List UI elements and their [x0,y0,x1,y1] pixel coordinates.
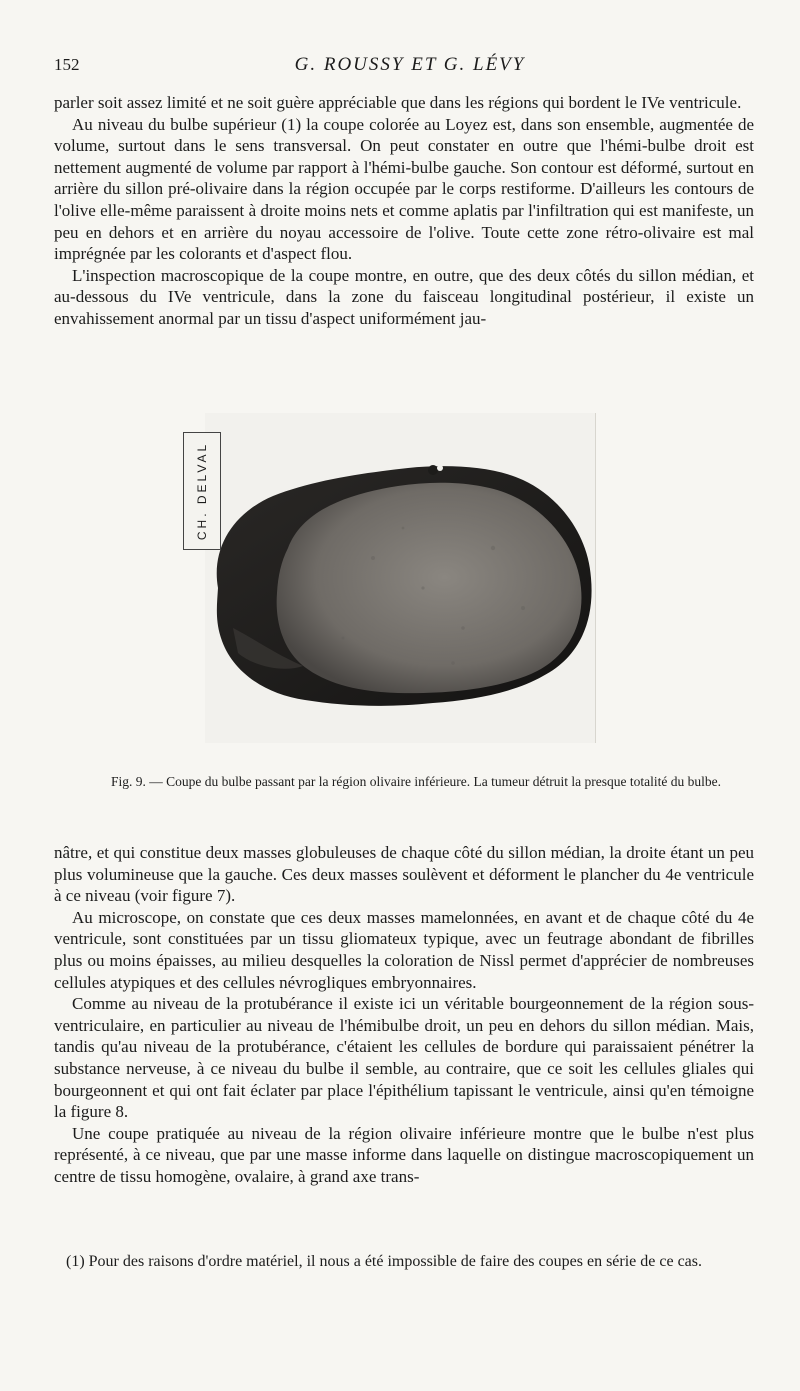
body-text-top [54,92,754,330]
paragraph: Au niveau du bulbe supérieur (1) la coupe colorée au Loyez est, dans son ensemble, augmentée de volume, surtout dans le sens transversal. On peut constater en outre que l'hémi-bulbe droit est nettement augmenté de volume par rapport à l'hémi-bulbe gauche. Son contour est déformé, surtout en arrière du sillon pré-olivaire dans la région occupée par le corps restiforme. D'ailleurs les contours de l'olive elle-même paraissent à droite moins nets et comme aplatis par l'infiltration qui est manifeste, un peu en dehors et en arrière du noyau accessoire de l'olive. Toute cette zone rétro-olivaire est mal imprégnée par les colorants et d'aspect flou. [54,114,754,264]
paragraph: L'inspection macroscopique de la coupe montre, en outre, que des deux côtés du sillon médian, et au-dessous du IVe ventricule, dans la zone du faisceau longitudinal postérieur, il existe un envahissement anormal par un tissu d'aspect uniformément jau- [54,265,754,328]
photo-credit [183,432,221,550]
paragraph: nâtre, et qui constitue deux masses globuleuses de chaque côté du sillon médian, la droite étant un peu plus volumineuse que la gauche. Ces deux masses soulèvent et déforment le plancher du 4e ventricule à ce niveau (voir figure 7). [54,843,754,906]
figure [183,408,613,748]
body-text-bottom [54,842,754,1188]
footnote [54,1252,754,1271]
photo-credit-text: CH. DELVAL [195,441,209,541]
page-number: 152 [54,55,80,74]
paragraph: parler soit assez limité et ne soit guère appréciable que dans les régions qui bordent le IVe ventricule. [54,93,742,112]
footnote-text: (1) Pour des raisons d'ordre matériel, il nous a été impossible de faire des coupes en série de ce cas. [66,1253,702,1270]
running-title: G. ROUSSY ET G. LÉVY [294,54,526,75]
brainstem-section-image [193,438,603,738]
paragraph: Au microscope, on constate que ces deux masses mamelonnées, en avant et de chaque côté du 4e ventricule, sont constituées par un tissu gliomateux typique, avec un feutrage abondant de fibrilles plus ou moins épaisses, au milieu desquelles la coloration de Nissl permet d'apprécier de nombreuses cellules atypiques et des cellules névrogliques embryonnaires. [54,907,754,992]
figure-caption: Fig. 9. — Coupe du bulbe passant par la région olivaire inférieure. La tumeur détruit la presque totalité du bulbe. [111,774,721,789]
paragraph: Comme au niveau de la protubérance il existe ici un véritable bourgeonnement de la région sous-ventriculaire, en particulier au niveau de l'hémibulbe droit, un peu en dehors du sillon médian. Mais, tandis qu'au niveau de la protubérance, c'étaient les cellules de bordure qui paraissaient pénétrer la substance nerveuse, à ce niveau du bulbe il semble, au contraire, que ce soit les cellules gliales qui bourgeonnent et qui ont fait éclater par place l'épithélium tapissant le ventricule, ainsi qu'en témoigne la figure 8. [54,994,754,1122]
paragraph: Une coupe pratiquée au niveau de la région olivaire inférieure montre que le bulbe n'est plus représenté, à ce niveau, que par une masse informe dans laquelle on distingue macroscopiquement un centre de tissu homogène, ovalaire, à grand axe trans- [54,1123,754,1186]
